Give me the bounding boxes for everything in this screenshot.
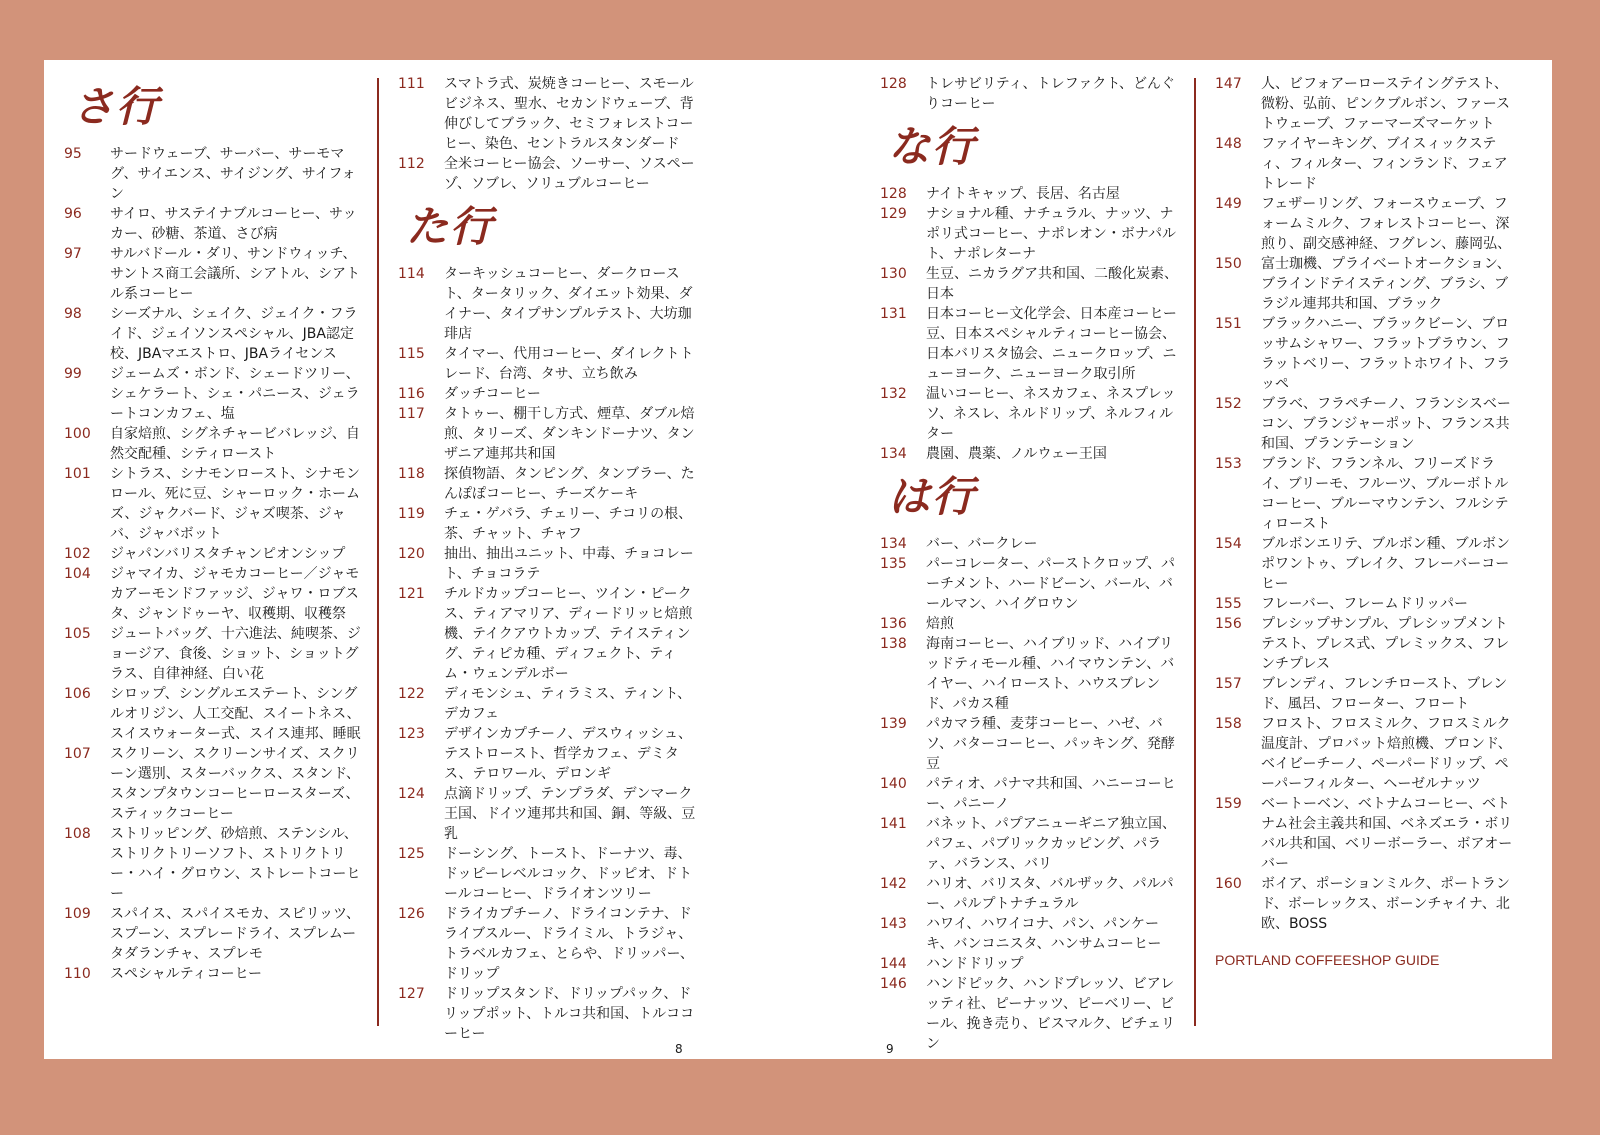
entry-list-na: [880, 184, 1185, 464]
index-entry: [1215, 314, 1520, 394]
index-entry: [1215, 394, 1520, 454]
index-terms: ベートーベン、ベトナムコーヒー、ベトナム社会主義共和国、ベネズエラ・ボリバル共和国、ベリーボーラー、ボアオーバー: [1261, 796, 1513, 872]
index-terms: スクリーン、スクリーンサイズ、スクリーン選別、スターバックス、スタンド、スタンプタウンコーヒーロースターズ、スティックコーヒー: [110, 746, 361, 822]
page-reference: 120: [398, 546, 425, 562]
index-entry: [64, 204, 369, 244]
page-reference: 100: [64, 426, 91, 442]
index-terms: 海南コーヒー、ハイブリッド、ハイブリッドティモール種、ハイマウンテン、バイヤー、ハイロースト、ハウスブレンド、パカス種: [926, 636, 1175, 712]
index-entry: [1215, 254, 1520, 314]
index-terms: チルドカップコーヒー、ツイン・ピークス、ティアマリア、ディードリッヒ焙煎機、テイクアウトカップ、テイスティング、ティピカ種、ディフェクト、ティム・ウェンデルボー: [444, 586, 693, 682]
page-number-left: 8: [675, 1042, 683, 1056]
index-terms: 抽出、抽出ユニット、中毒、チョコレート、チョコラテ: [444, 546, 694, 582]
index-terms: スマトラ式、炭焼きコーヒー、スモールビジネス、聖水、セカンドウェーブ、背伸びしてブラック、セミフォレストコーヒー、染色、セントラルスタンダード: [444, 76, 694, 152]
index-entry: [1215, 874, 1520, 934]
section-heading-na: な行: [888, 122, 977, 171]
index-entry: [880, 554, 1185, 614]
index-entry: [64, 684, 369, 744]
index-terms: ハリオ、バリスタ、バルザック、パルパー、パルプトナチュラル: [926, 876, 1174, 912]
index-entry: [64, 564, 369, 624]
index-terms: タイマー、代用コーヒー、ダイレクトトレード、台湾、タサ、立ち飲み: [444, 346, 694, 382]
page-reference: 153: [1215, 456, 1242, 472]
index-terms: サルバドール・ダリ、サンドウィッチ、サントス商工会議所、シアトル、シアトル系コーヒー: [110, 246, 361, 302]
guide-title: PORTLAND COFFEESHOP GUIDE: [1215, 952, 1440, 968]
index-entry: [1215, 74, 1520, 134]
page-reference: 159: [1215, 796, 1242, 812]
index-terms: タトゥー、棚干し方式、煙草、ダブル焙煎、タリーズ、ダンキンドーナツ、タンザニア連邦共和国: [444, 406, 695, 462]
index-entry: [398, 544, 703, 584]
page-reference: 107: [64, 746, 91, 762]
page-reference: 121: [398, 586, 425, 602]
index-terms: ディモンシュ、ティラミス、ティント、デカフェ: [444, 686, 692, 722]
index-entry: [880, 204, 1185, 264]
page-reference: 134: [880, 446, 907, 462]
index-terms: スペシャルティコーヒー: [110, 966, 263, 982]
index-terms: ターキッシュコーヒー、ダークロースト、タータリック、ダイエット効果、ダイナー、タイプサンプルテスト、大坊珈琲店: [444, 266, 693, 342]
index-entry: [1215, 134, 1520, 194]
index-entry: [880, 534, 1185, 554]
page-reference: 95: [64, 146, 82, 162]
index-entry: [398, 344, 703, 384]
page-reference: 129: [880, 206, 907, 222]
index-entry: [880, 74, 1185, 114]
page-reference: 112: [398, 156, 425, 172]
section-heading-ta: た行: [406, 202, 495, 251]
page-reference: 132: [880, 386, 907, 402]
index-entry: [398, 684, 703, 724]
page-reference: 102: [64, 546, 91, 562]
page-reference: 131: [880, 306, 907, 322]
page-reference: 144: [880, 956, 907, 972]
page-reference: 125: [398, 846, 425, 862]
section-heading-ha: は行: [888, 472, 977, 521]
index-terms: シーズナル、シェイク、ジェイク・フライド、ジェイソンスペシャル、JBA認定校、JBAマエストロ、JBAライセンス: [110, 306, 358, 362]
page-reference: 99: [64, 366, 82, 382]
index-column-1: [64, 74, 369, 984]
index-terms: 焙煎: [926, 616, 954, 632]
entry-list-ha: [880, 534, 1185, 1054]
index-terms: 日本コーヒー文化学会、日本産コーヒー豆、日本スペシャルティコーヒー協会、日本バリスタ協会、ニュークロップ、ニューヨーク、ニューヨーク取引所: [926, 306, 1177, 382]
index-entry: [1215, 674, 1520, 714]
page-reference: 126: [398, 906, 425, 922]
index-entry: [64, 424, 369, 464]
index-entry: [1215, 454, 1520, 534]
page-reference: 117: [398, 406, 425, 422]
entry-list-ta-continued: [880, 74, 1185, 114]
page-reference: 111: [398, 76, 425, 92]
page-reference: 98: [64, 306, 82, 322]
index-entry: [398, 724, 703, 784]
index-entry: [398, 154, 703, 194]
index-terms: ドーシング、トースト、ドーナツ、毒、ドッピーレベルコック、ドッピオ、ドトールコーヒー、ドライオンツリー: [444, 846, 692, 902]
index-entry: [398, 384, 703, 404]
index-terms: パカマラ種、麦芽コーヒー、ハゼ、バソ、バターコーヒー、パッキング、発酵豆: [926, 716, 1175, 772]
index-entry: [880, 914, 1185, 954]
index-terms: チェ・ゲバラ、チェリー、チコリの根、茶、チャット、チャフ: [444, 506, 693, 542]
index-terms: 探偵物語、タンピング、タンブラー、たんぽぽコーヒー、チーズケーキ: [444, 466, 695, 502]
index-entry: [64, 144, 369, 204]
index-entry: [398, 904, 703, 984]
page-reference: 146: [880, 976, 907, 992]
page-reference: 122: [398, 686, 425, 702]
index-terms: ブランド、フランネル、フリーズドライ、ブリーモ、フルーツ、ブルーボトルコーヒー、ブルーマウンテン、フルシティロースト: [1261, 456, 1509, 532]
page-reference: 104: [64, 566, 91, 582]
page-reference: 109: [64, 906, 91, 922]
index-entry: [1215, 794, 1520, 874]
page-reference: 119: [398, 506, 425, 522]
index-entry: [398, 784, 703, 844]
index-terms: バネット、パプアニューギニア独立国、パフェ、パブリックカッピング、パラァ、バランス、バリ: [926, 816, 1177, 872]
index-entry: [64, 744, 369, 824]
entry-list-sa: [64, 144, 369, 984]
index-terms: シトラス、シナモンロースト、シナモンロール、死に豆、シャーロック・ホームズ、ジャクバード、ジャズ喫茶、ジャバ、ジャバボット: [110, 466, 361, 542]
entry-list-ha-continued: [1215, 74, 1520, 934]
index-terms: ボイア、ポーションミルク、ポートランド、ボーレックス、ボーンチャイナ、北欧、BOSS: [1261, 876, 1511, 932]
index-terms: ブルボンエリテ、ブルボン種、ブルボンポワントゥ、ブレイク、フレーバーコーヒー: [1261, 536, 1511, 592]
index-entry: [880, 974, 1185, 1054]
page-reference: 158: [1215, 716, 1242, 732]
index-terms: ダッチコーヒー: [444, 386, 541, 402]
index-terms: ジェームズ・ボンド、シェードツリー、シェケラート、シェ・パニース、ジェラートコンカフェ、塩: [110, 366, 360, 422]
index-terms: 自家焙煎、シグネチャービバレッジ、自然交配種、シティロースト: [110, 426, 360, 462]
page-reference: 156: [1215, 616, 1242, 632]
index-terms: スパイス、スパイスモカ、スピリッツ、スプーン、スプレードライ、スプレムータダランチャ、スプレモ: [110, 906, 361, 962]
index-entry: [64, 624, 369, 684]
index-entry: [1215, 194, 1520, 254]
index-terms: ブレンディ、フレンチロースト、ブレンド、風呂、フローター、フロート: [1261, 676, 1508, 712]
page-reference: 118: [398, 466, 425, 482]
index-entry: [1215, 714, 1520, 794]
column-divider-right: [1194, 78, 1196, 1026]
index-terms: ハンドドリップ: [926, 956, 1024, 972]
index-terms: パーコレーター、パーストクロップ、パーチメント、ハードビーン、バール、バールマン、ハイグロウン: [926, 556, 1176, 612]
index-terms: サードウェーブ、サーバー、サーモマグ、サイエンス、サイジング、サイフォン: [110, 146, 356, 202]
index-terms: ファイヤーキング、ブイスィックスティ、フィルター、フィンランド、フェアトレード: [1261, 136, 1508, 192]
entry-list-ta: [398, 264, 703, 1044]
index-terms: ストリッピング、砂焙煎、ステンシル、ストリクトリーソフト、ストリクトリー・ハイ・グロウン、ストレートコーヒー: [110, 826, 361, 902]
index-column-3: [880, 74, 1185, 1054]
page-reference: 140: [880, 776, 907, 792]
index-terms: バー、バークレー: [926, 536, 1038, 552]
page-reference: 108: [64, 826, 91, 842]
page-reference: 127: [398, 986, 425, 1002]
index-entry: [398, 584, 703, 684]
index-terms: デザインカプチーノ、デスウィッシュ、テストロースト、哲学カフェ、デミタス、テロワール、デロンギ: [444, 726, 692, 782]
page-reference: 154: [1215, 536, 1242, 552]
index-entry: [880, 444, 1185, 464]
page-reference: 116: [398, 386, 425, 402]
index-entry: [398, 504, 703, 544]
book-spread: [44, 60, 1552, 1059]
index-terms: ナイトキャップ、長居、名古屋: [926, 186, 1120, 202]
index-entry: [1215, 534, 1520, 594]
index-terms: 生豆、ニカラグア共和国、二酸化炭素、日本: [926, 266, 1178, 302]
index-entry: [398, 264, 703, 344]
index-entry: [398, 464, 703, 504]
page-reference: 138: [880, 636, 907, 652]
index-entry: [1215, 614, 1520, 674]
index-terms: パティオ、パナマ共和国、ハニーコーヒー、パニーノ: [926, 776, 1176, 812]
page-reference: 110: [64, 966, 91, 982]
page-reference: 157: [1215, 676, 1242, 692]
index-terms: ハワイ、ハワイコナ、パン、パンケーキ、バンコニスタ、ハンサムコーヒー: [926, 916, 1162, 952]
index-entry: [880, 634, 1185, 714]
index-terms: 農園、農薬、ノルウェー王国: [926, 446, 1107, 462]
index-terms: ジュートバッグ、十六進法、純喫茶、ジョージア、食後、ショット、ショットグラス、自律神経、白い花: [110, 626, 361, 682]
page-reference: 160: [1215, 876, 1242, 892]
page-reference: 114: [398, 266, 425, 282]
index-entry: [880, 614, 1185, 634]
page-reference: 96: [64, 206, 82, 222]
index-entry: [64, 304, 369, 364]
page-reference: 115: [398, 346, 425, 362]
index-terms: 温いコーヒー、ネスカフェ、ネスプレッソ、ネスレ、ネルドリップ、ネルフィルター: [926, 386, 1176, 442]
page-reference: 128: [880, 186, 907, 202]
index-entry: [880, 184, 1185, 204]
index-terms: 全米コーヒー協会、ソーサー、ソスペーゾ、ソブレ、ソリュブルコーヒー: [444, 156, 695, 192]
index-terms: プレシップサンプル、プレシップメントテスト、プレス式、プレミックス、フレンチプレス: [1261, 616, 1510, 672]
index-terms: サイロ、サステイナブルコーヒー、サッカー、砂糖、茶道、さび病: [110, 206, 357, 242]
index-entry: [880, 384, 1185, 444]
page-reference: 148: [1215, 136, 1242, 152]
page-reference: 142: [880, 876, 907, 892]
index-terms: ハンドピック、ハンドプレッソ、ビアレッティ社、ピーナッツ、ピーベリー、ビール、挽き売り、ビスマルク、ビチェリン: [926, 976, 1176, 1052]
index-entry: [64, 244, 369, 304]
page-reference: 124: [398, 786, 425, 802]
index-terms: ブラベ、フラペチーノ、フランシスベーコン、ブランジャーポット、フランス共和国、プランテーション: [1261, 396, 1511, 452]
column-divider-left: [377, 78, 379, 1026]
index-terms: ジャマイカ、ジャモカコーヒー／ジャモカアーモンドファッジ、ジャワ・ロブスタ、ジャンドゥーヤ、収穫期、収穫祭: [110, 566, 360, 622]
index-entry: [64, 364, 369, 424]
index-terms: フェザーリング、フォースウェーブ、フォームミルク、フォレストコーヒー、深煎り、副交感神経、フグレン、藤岡弘、: [1261, 196, 1512, 252]
index-terms: フロスト、フロスミルク、フロスミルク温度計、プロバット焙煎機、ブロンド、ベイビーチーノ、ペーパードリップ、ペーパーフィルター、ヘーゼルナッツ: [1261, 716, 1512, 792]
page-reference: 97: [64, 246, 82, 262]
index-entry: [880, 774, 1185, 814]
index-column-2: [398, 74, 703, 1044]
page-number-right: 9: [886, 1042, 894, 1056]
index-terms: ナショナル種、ナチュラル、ナッツ、ナポリ式コーヒー、ナポレオン・ボナパルト、ナポレターナ: [926, 206, 1177, 262]
index-entry: [880, 954, 1185, 974]
index-entry: [64, 824, 369, 904]
page-reference: 101: [64, 466, 91, 482]
page-reference: 135: [880, 556, 907, 572]
page-reference: 141: [880, 816, 907, 832]
index-terms: トレサビリティ、トレファクト、どんぐりコーヒー: [926, 76, 1176, 112]
index-terms: 点滴ドリップ、テンプラダ、デンマーク王国、ドイツ連邦共和国、銅、等級、豆乳: [444, 786, 696, 842]
page-reference: 134: [880, 536, 907, 552]
index-entry: [64, 464, 369, 544]
index-entry: [398, 844, 703, 904]
index-entry: [880, 304, 1185, 384]
index-terms: 富士珈機、プライベートオークション、ブラインドテイスティング、ブラシ、ブラジル連邦共和国、ブラック: [1261, 256, 1511, 312]
entry-list-sa-continued: [398, 74, 703, 194]
page-reference: 147: [1215, 76, 1242, 92]
page-reference: 106: [64, 686, 91, 702]
page-reference: 143: [880, 916, 907, 932]
page-reference: 136: [880, 616, 907, 632]
page-reference: 105: [64, 626, 91, 642]
page-reference: 151: [1215, 316, 1242, 332]
index-entry: [398, 984, 703, 1044]
page-reference: 139: [880, 716, 907, 732]
index-entry: [880, 714, 1185, 774]
page-reference: 150: [1215, 256, 1242, 272]
index-terms: 人、ビフォアーローステイングテスト、微粉、弘前、ピンクブルボン、ファーストウェーブ、ファーマーズマーケット: [1261, 76, 1511, 132]
page-reference: 152: [1215, 396, 1242, 412]
index-entry: [1215, 594, 1520, 614]
index-entry: [64, 544, 369, 564]
index-terms: シロップ、シングルエステート、シングルオリジン、人工交配、スイートネス、スイスウォーター式、スイス連邦、睡眠: [110, 686, 361, 742]
index-terms: フレーバー、フレームドリッパー: [1261, 596, 1469, 612]
index-entry: [64, 904, 369, 964]
index-terms: ブラックハニー、ブラックビーン、ブロッサムシャワー、フラットブラウン、フラットベリー、フラットホワイト、フラッペ: [1261, 316, 1511, 392]
index-terms: ドリップスタンド、ドリップパック、ドリップポット、トルコ共和国、トルココーヒー: [444, 986, 695, 1042]
index-entry: [880, 874, 1185, 914]
section-heading-sa: さ行: [72, 82, 161, 131]
index-entry: [64, 964, 369, 984]
index-column-4: [1215, 74, 1520, 968]
index-entry: [880, 264, 1185, 304]
page-reference: 123: [398, 726, 425, 742]
index-terms: ドライカプチーノ、ドライコンテナ、ドライブスルー、ドライミル、トラジャ、トラベルカフェ、とらや、ドリッパー、ドリップ: [444, 906, 694, 982]
page-reference: 155: [1215, 596, 1242, 612]
index-entry: [398, 74, 703, 154]
page-reference: 130: [880, 266, 907, 282]
index-terms: ジャパンバリスタチャンピオンシップ: [110, 546, 346, 562]
index-entry: [880, 814, 1185, 874]
page-reference: 149: [1215, 196, 1242, 212]
page-reference: 128: [880, 76, 907, 92]
index-entry: [398, 404, 703, 464]
